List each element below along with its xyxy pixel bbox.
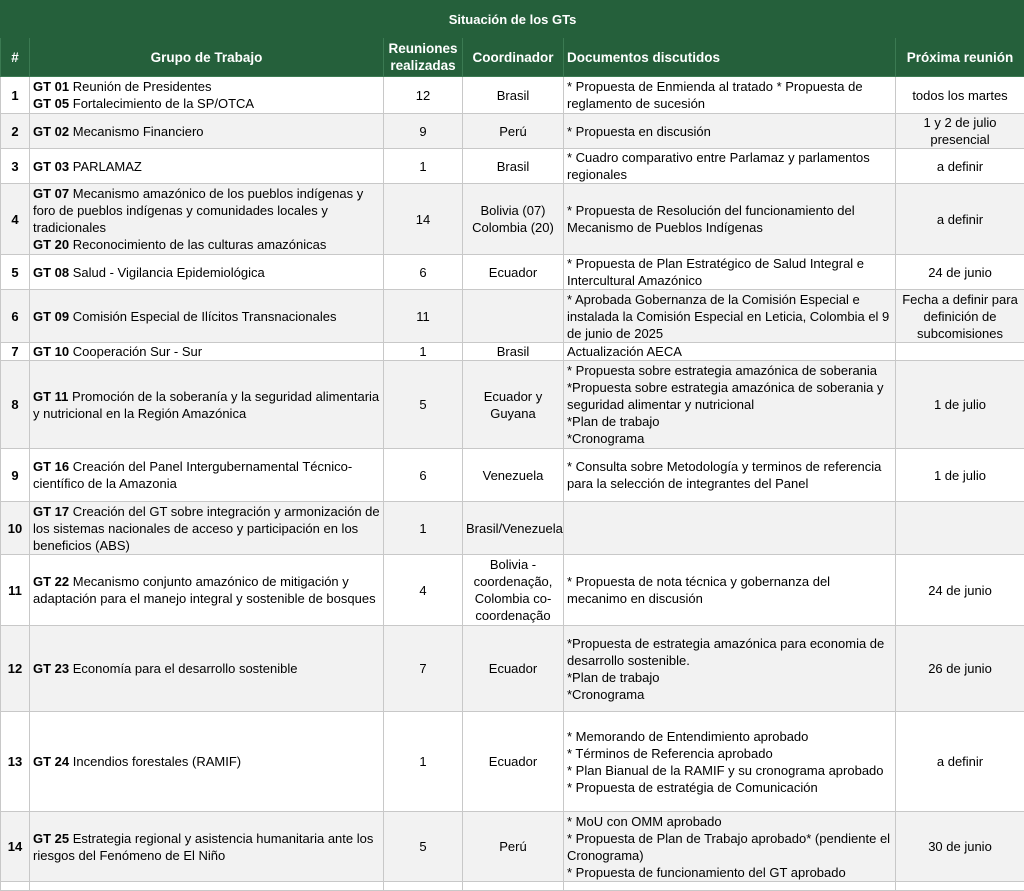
working-group-cell — [30, 812, 384, 882]
next-meeting: 30 de junio — [896, 812, 1024, 882]
header-num: # — [1, 38, 30, 77]
meetings-count: 11 — [384, 290, 463, 343]
document-item: * Propuesta de nota técnica y gobernanza del mecanimo en discusión — [567, 573, 892, 607]
coordinator: Ecuador — [463, 255, 564, 290]
working-group-cell — [30, 502, 384, 555]
documents-cell — [564, 343, 896, 361]
working-group-cell — [30, 361, 384, 449]
meetings-count: 5 — [384, 812, 463, 882]
working-group-cell — [30, 626, 384, 712]
working-group-name: Estrategia regional y asistencia humanitaria ante los riesgos del Fenómeno de El Niño — [33, 831, 373, 863]
table-row — [1, 149, 1024, 184]
row-number: 6 — [1, 290, 30, 343]
table-row — [1, 77, 1024, 114]
row-number: 3 — [1, 149, 30, 184]
table-row — [1, 502, 1024, 555]
document-item: *Propuesta de estrategia amazónica para economia de desarrollo sostenible. — [567, 635, 892, 669]
table-row — [1, 449, 1024, 502]
coordinator: Ecuador y Guyana — [463, 361, 564, 449]
header-meetings-line1: Reuniones — [387, 40, 459, 57]
working-group-code: GT 16 — [33, 459, 69, 474]
working-group-code: GT 09 — [33, 309, 69, 324]
working-group-code: GT 23 — [33, 661, 69, 676]
documents-cell — [564, 255, 896, 290]
working-group-cell — [30, 255, 384, 290]
next-meeting: 26 de junio — [896, 626, 1024, 712]
document-item: * Memorando de Entendimiento aprobado — [567, 728, 892, 745]
row-number: 5 — [1, 255, 30, 290]
header-documents: Documentos discutidos — [564, 38, 896, 77]
coordinator: Ecuador — [463, 626, 564, 712]
document-item: Actualización AECA — [567, 343, 892, 360]
documents-cell — [564, 449, 896, 502]
header-meetings-line2: realizadas — [387, 57, 459, 74]
row-number: 4 — [1, 184, 30, 255]
coordinator: Brasil — [463, 149, 564, 184]
document-item: * Propuesta sobre estrategia amazónica de soberania *Propuesta sobre estrategia amazónica de soberania y seguridad alimentar y nutricional — [567, 362, 892, 413]
table-row — [1, 343, 1024, 361]
table-row — [1, 184, 1024, 255]
row-number: 2 — [1, 114, 30, 149]
working-group — [33, 308, 380, 325]
working-group-name: Mecanismo conjunto amazónico de mitigación y adaptación para el manejo integral y sostenible de bosques — [33, 574, 376, 606]
document-item: * Propuesta de funcionamiento del GT aprobado — [567, 864, 892, 881]
working-group — [33, 660, 380, 677]
header-next-meeting: Próxima reunión — [896, 38, 1024, 77]
working-group-name: Creación del GT sobre integración y armonización de los sistemas nacionales de acceso y participación en los beneficios (ABS) — [33, 504, 380, 553]
row-number: 8 — [1, 361, 30, 449]
next-meeting: 24 de junio — [896, 255, 1024, 290]
next-meeting: todos los martes — [896, 77, 1024, 114]
working-group-cell — [30, 114, 384, 149]
next-meeting: a definir — [896, 149, 1024, 184]
meetings-count: 6 — [384, 449, 463, 502]
next-meeting — [896, 343, 1024, 361]
table-row — [1, 812, 1024, 882]
working-group-name: Promoción de la soberanía y la seguridad alimentaria y nutricional en la Región Amazónica — [33, 389, 379, 421]
table-row — [1, 361, 1024, 449]
meetings-count: 4 — [384, 555, 463, 626]
working-group-code: GT 20 — [33, 237, 69, 252]
empty-cell — [564, 882, 896, 891]
row-number: 13 — [1, 712, 30, 812]
working-group — [33, 388, 380, 422]
documents-cell — [564, 184, 896, 255]
header-group: Grupo de Trabajo — [30, 38, 384, 77]
working-group — [33, 753, 380, 770]
working-group-code: GT 24 — [33, 754, 69, 769]
document-item: *Plan de trabajo — [567, 669, 892, 686]
working-group-code: GT 10 — [33, 344, 69, 359]
coordinator: Perú — [463, 114, 564, 149]
working-group — [33, 185, 380, 236]
working-group — [33, 343, 380, 360]
working-group — [33, 264, 380, 281]
working-group-code: GT 17 — [33, 504, 69, 519]
meetings-count: 5 — [384, 361, 463, 449]
table-row — [1, 290, 1024, 343]
next-meeting: 1 de julio — [896, 449, 1024, 502]
row-number: 1 — [1, 77, 30, 114]
document-item: * Propuesta de estratégia de Comunicación — [567, 779, 892, 796]
empty-cell — [30, 882, 384, 891]
document-item: * Propuesta de Plan Estratégico de Salud Integral e Intercultural Amazónico — [567, 255, 892, 289]
table-header-row — [1, 38, 1024, 77]
working-group-name: PARLAMAZ — [73, 159, 142, 174]
meetings-count: 1 — [384, 502, 463, 555]
document-item: *Cronograma — [567, 686, 892, 703]
next-meeting: 1 y 2 de julio presencial — [896, 114, 1024, 149]
coordinator: Brasil — [463, 343, 564, 361]
document-item: *Plan de trabajo — [567, 413, 892, 430]
working-group-name: Mecanismo amazónico de los pueblos indígenas y foro de pueblos indígenas y comunidades locales y tradicionales — [33, 186, 363, 235]
working-group — [33, 78, 380, 95]
working-group-name: Incendios forestales (RAMIF) — [73, 754, 241, 769]
working-group-name: Comisión Especial de Ilícitos Transnacionales — [73, 309, 337, 324]
documents-cell — [564, 626, 896, 712]
empty-row — [1, 882, 1024, 891]
row-number: 12 — [1, 626, 30, 712]
working-group-name: Economía para el desarrollo sostenible — [73, 661, 298, 676]
empty-cell — [1, 882, 30, 891]
working-group-cell — [30, 555, 384, 626]
coordinator: Venezuela — [463, 449, 564, 502]
empty-cell — [463, 882, 564, 891]
working-group-code: GT 01 — [33, 79, 69, 94]
documents-cell — [564, 555, 896, 626]
document-item: * Plan Bianual de la RAMIF y su cronograma aprobado — [567, 762, 892, 779]
document-item: * Consulta sobre Metodología y terminos de referencia para la selección de integrantes del Panel — [567, 458, 892, 492]
documents-cell — [564, 290, 896, 343]
coordinator: Bolivia - coordenação, Colombia co-coordenação — [463, 555, 564, 626]
documents-cell — [564, 361, 896, 449]
table-row — [1, 555, 1024, 626]
meetings-count: 14 — [384, 184, 463, 255]
table-title-row — [1, 1, 1024, 38]
table-body — [1, 77, 1024, 891]
working-group-cell — [30, 149, 384, 184]
documents-cell — [564, 114, 896, 149]
working-group-cell — [30, 184, 384, 255]
coordinator: Bolivia (07) Colombia (20) — [463, 184, 564, 255]
working-group — [33, 95, 380, 112]
working-group-code: GT 07 — [33, 186, 69, 201]
working-group — [33, 158, 380, 175]
meetings-count: 7 — [384, 626, 463, 712]
working-group-name: Reconocimiento de las culturas amazónicas — [73, 237, 327, 252]
working-group-code: GT 25 — [33, 831, 69, 846]
working-group — [33, 573, 380, 607]
working-group-cell — [30, 449, 384, 502]
document-item: * Propuesta de Enmienda al tratado * Propuesta de reglamento de sucesión — [567, 78, 892, 112]
coordinator: Perú — [463, 812, 564, 882]
documents-cell — [564, 502, 896, 555]
next-meeting: 24 de junio — [896, 555, 1024, 626]
working-group — [33, 236, 380, 253]
working-group — [33, 503, 380, 554]
working-group-code: GT 08 — [33, 265, 69, 280]
next-meeting — [896, 502, 1024, 555]
documents-cell — [564, 149, 896, 184]
working-group-code: GT 22 — [33, 574, 69, 589]
empty-cell — [384, 882, 463, 891]
working-group-code: GT 03 — [33, 159, 69, 174]
table-row — [1, 712, 1024, 812]
working-group-name: Creación del Panel Intergubernamental Técnico-científico de la Amazonia — [33, 459, 352, 491]
table-row — [1, 114, 1024, 149]
document-item: * Propuesta de Plan de Trabajo aprobado* (pendiente el Cronograma) — [567, 830, 892, 864]
working-group-cell — [30, 290, 384, 343]
next-meeting: a definir — [896, 712, 1024, 812]
meetings-count: 1 — [384, 712, 463, 812]
working-group — [33, 123, 380, 140]
row-number: 7 — [1, 343, 30, 361]
working-group-cell — [30, 343, 384, 361]
row-number: 11 — [1, 555, 30, 626]
empty-cell — [896, 882, 1024, 891]
document-item: *Cronograma — [567, 430, 892, 447]
table-title: Situación de los GTs — [1, 1, 1024, 38]
working-group-cell — [30, 77, 384, 114]
meetings-count: 6 — [384, 255, 463, 290]
next-meeting: a definir — [896, 184, 1024, 255]
row-number: 14 — [1, 812, 30, 882]
row-number: 9 — [1, 449, 30, 502]
documents-cell — [564, 812, 896, 882]
coordinator: Ecuador — [463, 712, 564, 812]
documents-cell — [564, 712, 896, 812]
table-row — [1, 626, 1024, 712]
document-item: * Términos de Referencia aprobado — [567, 745, 892, 762]
coordinator — [463, 290, 564, 343]
working-group-name: Cooperación Sur - Sur — [73, 344, 202, 359]
next-meeting: Fecha a definir para definición de subcomisiones — [896, 290, 1024, 343]
working-group-name: Salud - Vigilancia Epidemiológica — [73, 265, 265, 280]
meetings-count: 9 — [384, 114, 463, 149]
coordinator: Brasil — [463, 77, 564, 114]
row-number: 10 — [1, 502, 30, 555]
working-group-code: GT 02 — [33, 124, 69, 139]
table-row — [1, 255, 1024, 290]
documents-cell — [564, 77, 896, 114]
document-item: * Propuesta en discusión — [567, 123, 892, 140]
working-group — [33, 830, 380, 864]
working-group-cell — [30, 712, 384, 812]
document-item: * Aprobada Gobernanza de la Comisión Especial e instalada la Comisión Especial en Leticia, Colombia el 9 de junio de 2025 — [567, 291, 892, 342]
header-coordinator: Coordinador — [463, 38, 564, 77]
document-item: * Cuadro comparativo entre Parlamaz y parlamentos regionales — [567, 149, 892, 183]
meetings-count: 12 — [384, 77, 463, 114]
header-meetings — [384, 38, 463, 77]
meetings-count: 1 — [384, 343, 463, 361]
document-item: * MoU con OMM aprobado — [567, 813, 892, 830]
document-item: * Propuesta de Resolución del funcionamiento del Mecanismo de Pueblos Indígenas — [567, 202, 892, 236]
meetings-count: 1 — [384, 149, 463, 184]
next-meeting: 1 de julio — [896, 361, 1024, 449]
working-group-code: GT 05 — [33, 96, 69, 111]
working-group-name: Reunión de Presidentes — [73, 79, 212, 94]
working-group-code: GT 11 — [33, 389, 68, 404]
coordinator: Brasil/Venezuela — [463, 502, 564, 555]
working-group-name: Mecanismo Financiero — [73, 124, 204, 139]
working-group — [33, 458, 380, 492]
working-group-name: Fortalecimiento de la SP/OTCA — [73, 96, 254, 111]
